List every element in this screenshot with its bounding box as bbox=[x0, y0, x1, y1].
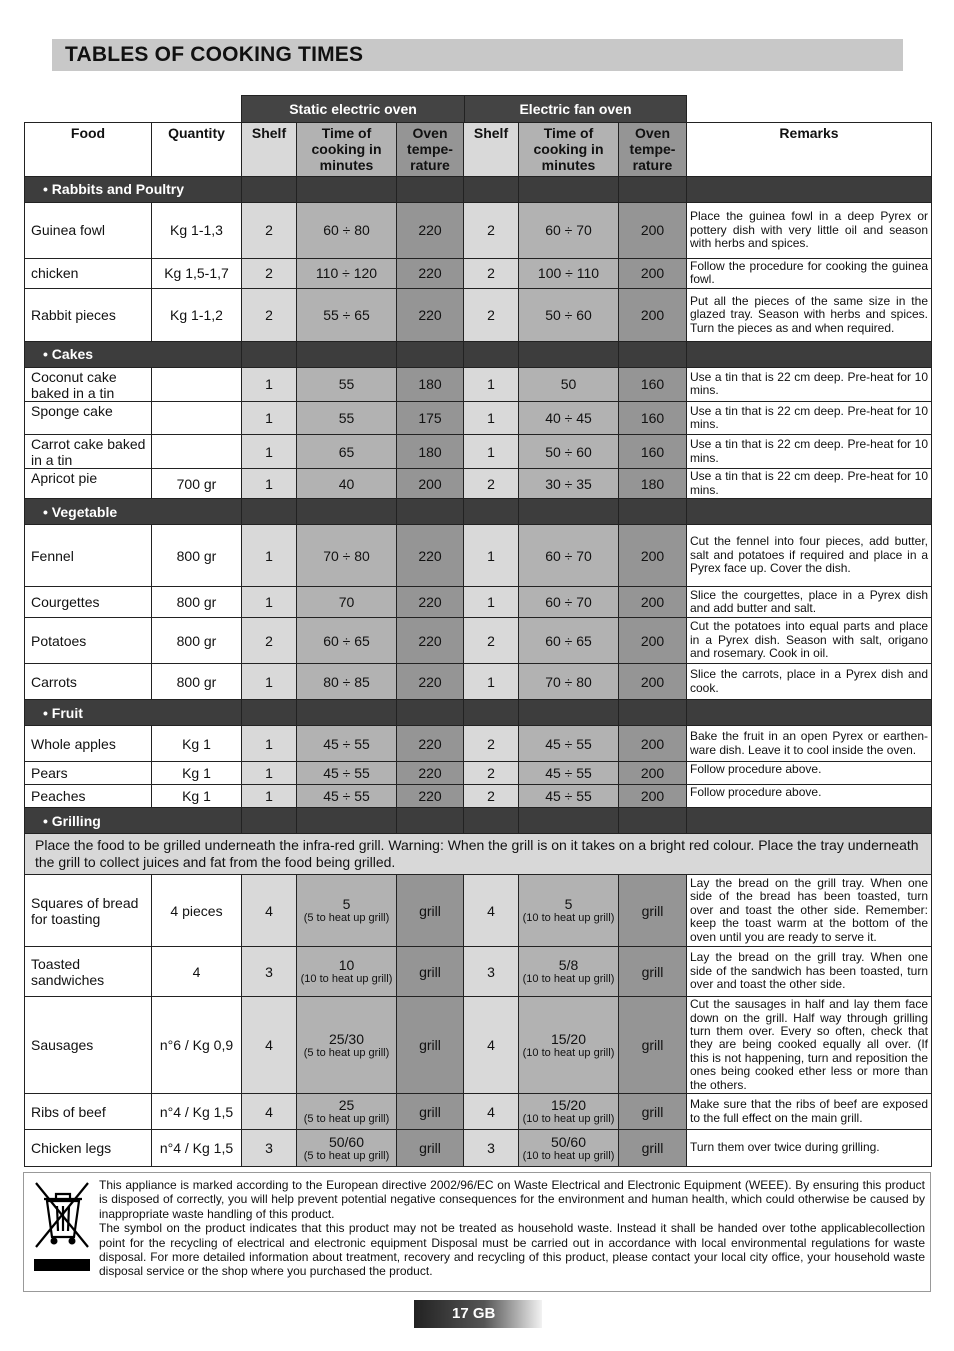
grill-preheat-note: (5 to heat up grill) bbox=[303, 1046, 390, 1059]
remarks-cell: Put all the pieces of the same size in the glazed tray. Season with herbs and spices. Turn the pieces as and when required. bbox=[687, 288, 932, 341]
cooking-time-value: 45 ÷ 55 bbox=[545, 788, 592, 805]
time-fan-cell bbox=[519, 402, 619, 435]
time-static-cell bbox=[297, 618, 397, 664]
quantity-cell: 800 gr bbox=[152, 664, 242, 700]
shelf-fan-cell: 4 bbox=[464, 1094, 519, 1130]
cooking-time-value: 70 bbox=[338, 594, 355, 611]
header-quantity: Quantity bbox=[152, 123, 242, 177]
food-cell: Squares of bread for toasting bbox=[25, 875, 152, 947]
cooking-time-value: 50 ÷ 60 bbox=[545, 443, 592, 460]
cooking-time-value: 40 ÷ 45 bbox=[545, 410, 592, 427]
cooking-time-value: 100 ÷ 110 bbox=[537, 265, 600, 282]
time-static-cell bbox=[297, 726, 397, 762]
temp-fan-cell: 180 bbox=[619, 469, 687, 499]
food-cell: Courgettes bbox=[25, 587, 152, 618]
time-static-cell bbox=[297, 402, 397, 435]
time-fan-cell bbox=[519, 203, 619, 259]
temp-fan-cell: 200 bbox=[619, 525, 687, 587]
food-cell: Ribs of beef bbox=[25, 1094, 152, 1130]
time-static-cell bbox=[297, 785, 397, 808]
temp-fan-cell: 200 bbox=[619, 587, 687, 618]
grill-preheat-note: (5 to heat up grill) bbox=[303, 1113, 390, 1126]
table-row bbox=[25, 947, 932, 997]
temp-static-cell: 180 bbox=[397, 367, 464, 401]
food-cell: chicken bbox=[25, 259, 152, 289]
grilling-note-row bbox=[25, 834, 932, 875]
section-label: • Fruit bbox=[25, 700, 242, 726]
remarks-cell: Cut the sausages in half and lay them face down on the grill. Half way through grilling turn them over. Every so often, check that they are being cooked equally all over. (If this is not happening, turn and reposition the ones being cooked ether less or more than the others. bbox=[687, 997, 932, 1094]
shelf-fan-cell: 2 bbox=[464, 726, 519, 762]
section-grilling bbox=[25, 808, 932, 834]
header-temp-static: Oven tempe-rature bbox=[397, 123, 464, 177]
cooking-time-value: 60 ÷ 80 bbox=[323, 222, 370, 239]
cooking-time-value: 70 ÷ 80 bbox=[545, 673, 592, 690]
temp-static-cell: grill bbox=[397, 997, 464, 1094]
shelf-fan-cell: 1 bbox=[464, 402, 519, 435]
temp-fan-cell: grill bbox=[619, 997, 687, 1094]
table-row bbox=[25, 1094, 932, 1130]
time-static-cell bbox=[297, 664, 397, 700]
time-fan-cell bbox=[519, 1094, 619, 1130]
grill-preheat-note: (10 to heat up grill) bbox=[300, 973, 393, 986]
quantity-cell: 4 bbox=[152, 947, 242, 997]
table-row bbox=[25, 587, 932, 618]
table-row bbox=[25, 203, 932, 259]
time-fan-cell bbox=[519, 785, 619, 808]
temp-static-cell: 220 bbox=[397, 288, 464, 341]
temp-static-cell: grill bbox=[397, 1094, 464, 1130]
quantity-cell: n°6 / Kg 0,9 bbox=[152, 997, 242, 1094]
temp-static-cell: 220 bbox=[397, 587, 464, 618]
page-title: TABLES OF COOKING TIMES bbox=[52, 39, 903, 71]
quantity-cell: Kg 1 bbox=[152, 785, 242, 808]
remarks-cell: Place the guinea fowl in a deep Pyrex or pottery dish with very little oil and season with herbs and spices. bbox=[687, 203, 932, 259]
remarks-cell: Follow the procedure for cooking the guinea fowl. bbox=[687, 259, 932, 289]
remarks-cell: Lay the bread on the grill tray. When one side of the bread has been toasted, turn over and toast the other side. Remember: keep the toast warm at the bottom of the oven until you are ready to serve it. bbox=[687, 875, 932, 947]
food-cell: Toasted sandwiches bbox=[25, 947, 152, 997]
section-label: • Cakes bbox=[25, 341, 242, 367]
cooking-time-value: 25 bbox=[338, 1097, 355, 1114]
temp-static-cell: grill bbox=[397, 875, 464, 947]
food-cell: Chicken legs bbox=[25, 1130, 152, 1167]
shelf-fan-cell: 2 bbox=[464, 288, 519, 341]
temp-fan-cell: 200 bbox=[619, 664, 687, 700]
time-fan-cell bbox=[519, 469, 619, 499]
header-shelf-fan: Shelf bbox=[464, 123, 519, 177]
table-row bbox=[25, 288, 932, 341]
remarks-cell: Use a tin that is 22 cm deep. Pre-heat for 10 mins. bbox=[687, 435, 932, 469]
temp-static-cell: grill bbox=[397, 1130, 464, 1167]
quantity-cell: 700 gr bbox=[152, 469, 242, 499]
cooking-time-value: 5 bbox=[342, 896, 351, 913]
cooking-time-value: 25/30 bbox=[328, 1030, 365, 1047]
cooking-time-value: 45 ÷ 55 bbox=[323, 765, 370, 782]
shelf-static-cell: 3 bbox=[242, 947, 297, 997]
food-cell: Apricot pie bbox=[25, 469, 152, 499]
cooking-time-value: 80 ÷ 85 bbox=[323, 673, 370, 690]
time-static-cell bbox=[297, 203, 397, 259]
cooking-time-value: 50 ÷ 60 bbox=[545, 306, 592, 323]
cooking-time-value: 65 bbox=[338, 443, 355, 460]
section-label: • Vegetable bbox=[25, 499, 242, 525]
temp-fan-cell: grill bbox=[619, 1130, 687, 1167]
shelf-fan-cell: 2 bbox=[464, 203, 519, 259]
section-fruit bbox=[25, 700, 932, 726]
quantity-cell bbox=[152, 435, 242, 469]
table-row bbox=[25, 525, 932, 587]
time-static-cell bbox=[297, 435, 397, 469]
time-static-cell bbox=[297, 587, 397, 618]
cooking-time-value: 55 bbox=[338, 410, 355, 427]
table-row bbox=[25, 664, 932, 700]
remarks-cell: Turn them over twice during grilling. bbox=[687, 1130, 932, 1167]
section-cakes bbox=[25, 341, 932, 367]
quantity-cell: Kg 1-1,3 bbox=[152, 203, 242, 259]
shelf-static-cell: 1 bbox=[242, 726, 297, 762]
table-row bbox=[25, 875, 932, 947]
table-row bbox=[25, 785, 932, 808]
shelf-static-cell: 2 bbox=[242, 259, 297, 289]
shelf-static-cell: 4 bbox=[242, 1094, 297, 1130]
temp-fan-cell: 200 bbox=[619, 726, 687, 762]
time-static-cell bbox=[297, 1130, 397, 1167]
shelf-static-cell: 1 bbox=[242, 367, 297, 401]
quantity-cell: Kg 1 bbox=[152, 762, 242, 785]
cooking-time-value: 5/8 bbox=[558, 957, 579, 974]
header-time-fan: Time of cooking in minutes bbox=[519, 123, 619, 177]
fan-oven-header: Electric fan oven bbox=[464, 95, 687, 123]
table-row bbox=[25, 997, 932, 1094]
header-time-static: Time of cooking in minutes bbox=[297, 123, 397, 177]
time-fan-cell bbox=[519, 525, 619, 587]
header-shelf-static: Shelf bbox=[242, 123, 297, 177]
temp-fan-cell: 160 bbox=[619, 367, 687, 401]
shelf-static-cell: 1 bbox=[242, 525, 297, 587]
time-fan-cell bbox=[519, 997, 619, 1094]
temp-fan-cell: 160 bbox=[619, 435, 687, 469]
time-fan-cell bbox=[519, 435, 619, 469]
time-fan-cell bbox=[519, 726, 619, 762]
cooking-time-value: 60 ÷ 70 bbox=[545, 547, 592, 564]
temp-fan-cell: grill bbox=[619, 947, 687, 997]
cooking-time-value: 55 bbox=[338, 376, 355, 393]
shelf-fan-cell: 1 bbox=[464, 367, 519, 401]
food-cell: Potatoes bbox=[25, 618, 152, 664]
shelf-static-cell: 1 bbox=[242, 402, 297, 435]
remarks-cell: Cut the fennel into four pieces, add butter, salt and potatoes if required and place in a Pyrex face up. Cover the dish. bbox=[687, 525, 932, 587]
shelf-static-cell: 1 bbox=[242, 435, 297, 469]
shelf-fan-cell: 2 bbox=[464, 469, 519, 499]
temp-fan-cell: 200 bbox=[619, 288, 687, 341]
remarks-cell: Slice the courgettes, place in a Pyrex dish and add butter and salt. bbox=[687, 587, 932, 618]
cooking-time-value: 40 bbox=[338, 475, 355, 492]
section-vegetable bbox=[25, 499, 932, 525]
time-fan-cell bbox=[519, 618, 619, 664]
temp-fan-cell: grill bbox=[619, 875, 687, 947]
grill-preheat-note: (5 to heat up grill) bbox=[303, 1149, 390, 1162]
cooking-time-value: 45 ÷ 55 bbox=[323, 788, 370, 805]
cooking-time-value: 30 ÷ 35 bbox=[545, 475, 592, 492]
time-static-cell bbox=[297, 259, 397, 289]
quantity-cell: 4 pieces bbox=[152, 875, 242, 947]
grilling-note: Place the food to be grilled underneath the infra-red grill. Warning: When the grill is on it takes on a bright red colour. Place the tray underneath the grill to collect juices and fat from the food being grilled. bbox=[25, 834, 932, 875]
table-row bbox=[25, 1130, 932, 1167]
food-cell: Carrot cake baked in a tin bbox=[25, 435, 152, 469]
cooking-time-value: 60 ÷ 70 bbox=[545, 222, 592, 239]
quantity-cell: Kg 1,5-1,7 bbox=[152, 259, 242, 289]
time-fan-cell bbox=[519, 1130, 619, 1167]
time-fan-cell bbox=[519, 875, 619, 947]
food-cell: Carrots bbox=[25, 664, 152, 700]
cooking-time-value: 50 bbox=[560, 376, 577, 393]
quantity-cell: 800 gr bbox=[152, 618, 242, 664]
time-fan-cell bbox=[519, 288, 619, 341]
shelf-fan-cell: 2 bbox=[464, 762, 519, 785]
remarks-cell: Bake the fruit in an open Pyrex or earthen-ware dish. Leave it to cool inside the oven. bbox=[687, 726, 932, 762]
shelf-fan-cell: 1 bbox=[464, 525, 519, 587]
temp-static-cell: 220 bbox=[397, 762, 464, 785]
time-static-cell bbox=[297, 1094, 397, 1130]
time-fan-cell bbox=[519, 367, 619, 401]
temp-fan-cell: 200 bbox=[619, 618, 687, 664]
cooking-time-value: 60 ÷ 70 bbox=[545, 594, 592, 611]
shelf-fan-cell: 1 bbox=[464, 435, 519, 469]
quantity-cell: Kg 1-1,2 bbox=[152, 288, 242, 341]
cooking-time-value: 60 ÷ 65 bbox=[323, 632, 370, 649]
time-fan-cell bbox=[519, 664, 619, 700]
table-row bbox=[25, 259, 932, 289]
temp-static-cell: 220 bbox=[397, 203, 464, 259]
shelf-fan-cell: 2 bbox=[464, 618, 519, 664]
cooking-time-value: 45 ÷ 55 bbox=[323, 735, 370, 752]
weee-paragraph-2: The symbol on the product indicates that this product may not be treated as household waste. Instead it shall be handed over tothe applicablecollection point for the recycling of electrical and electronic equipment Disposal must be carried out in accordance with local environmental regulations for waste disposal. For more detailed information about treatment, recovery and recycling of this product, please contact your local city office, your household waste disposal service or the shop where you purchased the product. bbox=[99, 1221, 925, 1279]
cooking-time-value: 45 ÷ 55 bbox=[545, 735, 592, 752]
crossed-out-wheelie-bin-icon bbox=[32, 1181, 92, 1273]
cooking-time-value: 70 ÷ 80 bbox=[323, 547, 370, 564]
shelf-fan-cell: 2 bbox=[464, 259, 519, 289]
shelf-static-cell: 1 bbox=[242, 762, 297, 785]
temp-static-cell: 180 bbox=[397, 435, 464, 469]
quantity-cell bbox=[152, 402, 242, 435]
remarks-cell: Lay the bread on the grill tray. When one side of the sandwich has been toasted, turn over and toast the other side. bbox=[687, 947, 932, 997]
shelf-fan-cell: 4 bbox=[464, 997, 519, 1094]
temp-static-cell: 220 bbox=[397, 664, 464, 700]
remarks-cell: Make sure that the ribs of beef are exposed to the full effect on the main grill. bbox=[687, 1094, 932, 1130]
food-cell: Whole apples bbox=[25, 726, 152, 762]
food-cell: Rabbit pieces bbox=[25, 288, 152, 341]
food-cell: Sponge cake bbox=[25, 402, 152, 435]
temp-fan-cell: 200 bbox=[619, 762, 687, 785]
page-number: 17 GB bbox=[414, 1300, 542, 1328]
table-row bbox=[25, 469, 932, 499]
header-row bbox=[25, 123, 932, 177]
food-cell: Fennel bbox=[25, 525, 152, 587]
cooking-time-value: 5 bbox=[564, 896, 573, 913]
food-cell: Coconut cake baked in a tin bbox=[25, 367, 152, 401]
cooking-time-value: 10 bbox=[338, 957, 355, 974]
shelf-fan-cell: 3 bbox=[464, 1130, 519, 1167]
cooking-time-value: 55 ÷ 65 bbox=[323, 306, 370, 323]
shelf-static-cell: 2 bbox=[242, 618, 297, 664]
temp-static-cell: 220 bbox=[397, 618, 464, 664]
shelf-fan-cell: 2 bbox=[464, 785, 519, 808]
time-static-cell bbox=[297, 997, 397, 1094]
shelf-static-cell: 2 bbox=[242, 288, 297, 341]
grill-preheat-note: (5 to heat up grill) bbox=[303, 912, 390, 925]
food-cell: Pears bbox=[25, 762, 152, 785]
remarks-cell: Use a tin that is 22 cm deep. Pre-heat for 10 mins. bbox=[687, 469, 932, 499]
shelf-static-cell: 1 bbox=[242, 587, 297, 618]
cooking-time-value: 60 ÷ 65 bbox=[545, 632, 592, 649]
time-static-cell bbox=[297, 367, 397, 401]
quantity-cell: 800 gr bbox=[152, 525, 242, 587]
remarks-cell: Cut the potatoes into equal parts and place in a Pyrex dish. Season with salt, origano and rosemary. Cook in oil. bbox=[687, 618, 932, 664]
grill-preheat-note: (10 to heat up grill) bbox=[522, 1113, 615, 1126]
grill-preheat-note: (10 to heat up grill) bbox=[522, 1046, 615, 1059]
shelf-static-cell: 2 bbox=[242, 203, 297, 259]
temp-static-cell: 220 bbox=[397, 726, 464, 762]
weee-notice bbox=[23, 1172, 931, 1292]
cooking-time-value: 50/60 bbox=[328, 1133, 365, 1150]
temp-static-cell: 220 bbox=[397, 785, 464, 808]
shelf-static-cell: 1 bbox=[242, 469, 297, 499]
remarks-cell: Follow procedure above. bbox=[687, 762, 932, 785]
time-fan-cell bbox=[519, 259, 619, 289]
time-static-cell bbox=[297, 288, 397, 341]
shelf-static-cell: 3 bbox=[242, 1130, 297, 1167]
weee-paragraph-1: This appliance is marked according to the European directive 2002/96/EC on Waste Electrical and Electronic Equipment (WEEE). By ensuring this product is disposed of correctly, you will help prevent potential negative consequences for the environment and human health, which could otherwise be caused by inappropriate waste handling of this product. bbox=[99, 1178, 925, 1221]
temp-fan-cell: 160 bbox=[619, 402, 687, 435]
shelf-static-cell: 1 bbox=[242, 785, 297, 808]
cooking-time-value: 15/20 bbox=[550, 1097, 587, 1114]
shelf-fan-cell: 1 bbox=[464, 587, 519, 618]
shelf-fan-cell: 3 bbox=[464, 947, 519, 997]
shelf-fan-cell: 4 bbox=[464, 875, 519, 947]
grill-preheat-note: (10 to heat up grill) bbox=[522, 1149, 615, 1162]
food-cell: Peaches bbox=[25, 785, 152, 808]
table-row bbox=[25, 618, 932, 664]
section-label: • Grilling bbox=[25, 808, 242, 834]
table-row bbox=[25, 726, 932, 762]
temp-static-cell: 200 bbox=[397, 469, 464, 499]
temp-static-cell: 175 bbox=[397, 402, 464, 435]
time-static-cell bbox=[297, 525, 397, 587]
temp-static-cell: 220 bbox=[397, 259, 464, 289]
table-row bbox=[25, 367, 932, 401]
time-static-cell bbox=[297, 469, 397, 499]
shelf-static-cell: 4 bbox=[242, 875, 297, 947]
remarks-cell: Use a tin that is 22 cm deep. Pre-heat for 10 mins. bbox=[687, 367, 932, 401]
time-fan-cell bbox=[519, 947, 619, 997]
time-fan-cell bbox=[519, 587, 619, 618]
remarks-cell: Slice the carrots, place in a Pyrex dish and cook. bbox=[687, 664, 932, 700]
temp-fan-cell: 200 bbox=[619, 203, 687, 259]
temp-fan-cell: 200 bbox=[619, 785, 687, 808]
temp-static-cell: 220 bbox=[397, 525, 464, 587]
time-fan-cell bbox=[519, 762, 619, 785]
temp-fan-cell: grill bbox=[619, 1094, 687, 1130]
cooking-time-value: 50/60 bbox=[550, 1133, 587, 1150]
temp-fan-cell: 200 bbox=[619, 259, 687, 289]
quantity-cell: n°4 / Kg 1,5 bbox=[152, 1130, 242, 1167]
header-remarks: Remarks bbox=[687, 123, 932, 177]
section-label: • Rabbits and Poultry bbox=[25, 177, 242, 203]
time-static-cell bbox=[297, 875, 397, 947]
quantity-cell: Kg 1 bbox=[152, 726, 242, 762]
shelf-fan-cell: 1 bbox=[464, 664, 519, 700]
grill-preheat-note: (10 to heat up grill) bbox=[522, 973, 615, 986]
quantity-cell: n°4 / Kg 1,5 bbox=[152, 1094, 242, 1130]
cooking-time-value: 110 ÷ 120 bbox=[315, 265, 378, 282]
food-cell: Sausages bbox=[25, 997, 152, 1094]
header-temp-fan: Oven tempe-rature bbox=[619, 123, 687, 177]
quantity-cell bbox=[152, 367, 242, 401]
static-oven-header: Static electric oven bbox=[241, 95, 465, 123]
section-rabbits-poultry bbox=[25, 177, 932, 203]
time-static-cell bbox=[297, 947, 397, 997]
temp-static-cell: grill bbox=[397, 947, 464, 997]
cooking-time-value: 45 ÷ 55 bbox=[545, 765, 592, 782]
cooking-time-value: 15/20 bbox=[550, 1030, 587, 1047]
food-cell: Guinea fowl bbox=[25, 203, 152, 259]
quantity-cell: 800 gr bbox=[152, 587, 242, 618]
shelf-static-cell: 1 bbox=[242, 664, 297, 700]
remarks-cell: Follow procedure above. bbox=[687, 785, 932, 808]
table-row bbox=[25, 435, 932, 469]
remarks-cell: Use a tin that is 22 cm deep. Pre-heat for 10 mins. bbox=[687, 402, 932, 435]
table-row bbox=[25, 762, 932, 785]
table-row bbox=[25, 402, 932, 435]
cooking-times-table bbox=[24, 122, 932, 1167]
header-food: Food bbox=[25, 123, 152, 177]
grill-preheat-note: (10 to heat up grill) bbox=[522, 912, 615, 925]
shelf-static-cell: 4 bbox=[242, 997, 297, 1094]
time-static-cell bbox=[297, 762, 397, 785]
